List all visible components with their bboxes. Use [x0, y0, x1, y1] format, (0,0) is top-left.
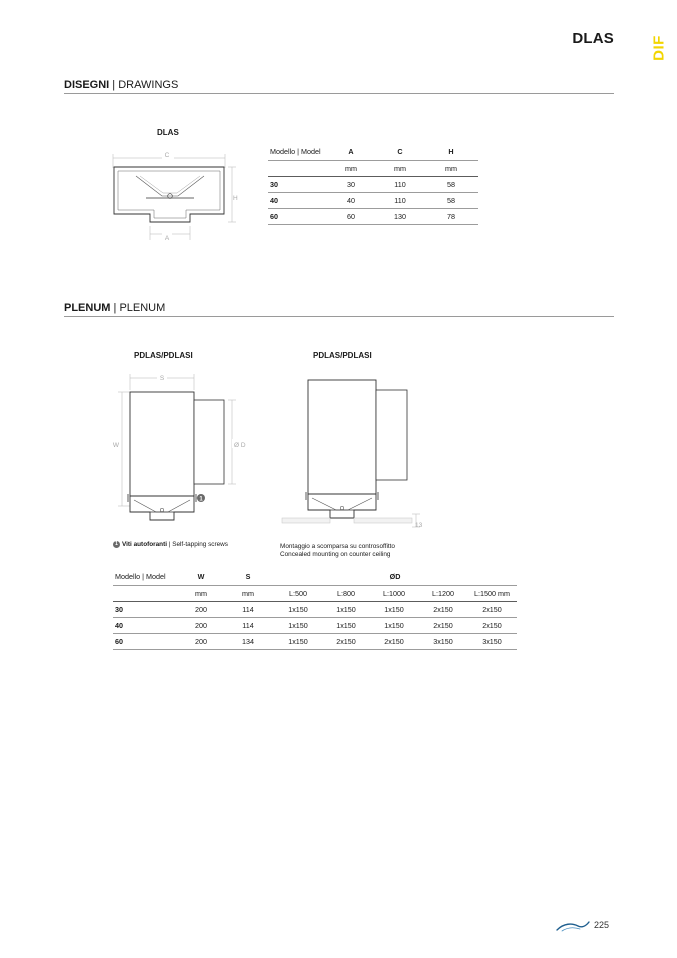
- table-cell: 134: [223, 633, 273, 649]
- dimension-label-a: A: [164, 235, 170, 242]
- dimension-label-h: H: [233, 195, 238, 202]
- table-header-cell: W: [179, 569, 223, 585]
- table-row: [113, 633, 517, 649]
- table-cell: 2x150: [369, 633, 419, 649]
- table-unit-cell: mm: [424, 160, 478, 176]
- table-cell: 3x150: [419, 633, 467, 649]
- table-cell: 1x150: [369, 617, 419, 633]
- figure-label-right: PDLAS/PDLASI: [313, 351, 372, 360]
- table-cell: 40: [326, 192, 376, 208]
- section-heading-plenum: [64, 302, 614, 317]
- table-cell: 200: [179, 601, 223, 617]
- table-cell: 2x150: [419, 617, 467, 633]
- table-cell: 2x150: [419, 601, 467, 617]
- callout-badge: 1: [113, 541, 120, 548]
- table-cell: 60: [326, 208, 376, 224]
- section-title-en: PLENUM: [119, 302, 166, 314]
- table-header-cell: A: [326, 144, 376, 160]
- caption-screws-it: Viti autoforanti: [122, 541, 167, 549]
- caption-mounting: [280, 543, 395, 559]
- page-title: DLAS: [572, 30, 614, 47]
- caption-screws-en: | Self-tapping screws: [166, 541, 228, 549]
- table-header-row: [268, 144, 478, 160]
- dlas-dimensions-table: [268, 144, 478, 225]
- table-cell: 60: [268, 208, 326, 224]
- table-cell: 2x150: [467, 617, 517, 633]
- table-row: [113, 617, 517, 633]
- table-cell: 114: [223, 617, 273, 633]
- dimension-label-d: Ø D: [234, 442, 246, 449]
- table-cell: 1x150: [273, 617, 323, 633]
- table-cell: 60: [113, 633, 179, 649]
- table-cell: 1x150: [323, 601, 369, 617]
- caption-screws: [113, 541, 228, 549]
- table-header-cell: C: [376, 144, 424, 160]
- table-row: [268, 192, 478, 208]
- table-header-row: [113, 569, 517, 585]
- table-cell: [268, 160, 326, 176]
- page-number: 225: [594, 920, 610, 930]
- table-cell: 3x150: [467, 633, 517, 649]
- table-cell: 30: [113, 601, 179, 617]
- side-tab: [651, 33, 667, 63]
- table-cell: 1x150: [369, 601, 419, 617]
- plenum-drawing-right: [278, 372, 428, 532]
- section-separator: |: [110, 302, 120, 314]
- table-cell: L:1000: [369, 585, 419, 601]
- table-unit-cell: mm: [376, 160, 424, 176]
- table-row: [113, 601, 517, 617]
- section-title-it: DISEGNI: [64, 79, 110, 91]
- dimension-label-s: S: [159, 375, 165, 382]
- table-cell: 110: [376, 192, 424, 208]
- table-cell: 1x150: [273, 601, 323, 617]
- table-cell: L:500: [273, 585, 323, 601]
- table-header-cell: H: [424, 144, 478, 160]
- table-cell: 30: [268, 176, 326, 192]
- table-cell: mm: [223, 585, 273, 601]
- dimension-label-w: W: [112, 442, 120, 449]
- table-cell: L:1200: [419, 585, 467, 601]
- table-row: [268, 208, 478, 224]
- table-cell: [113, 585, 179, 601]
- table-cell: 200: [179, 633, 223, 649]
- table-cell: 114: [223, 601, 273, 617]
- table-cell: 1x150: [273, 633, 323, 649]
- section-title-it: PLENUM: [64, 302, 111, 314]
- table-cell: 1x150: [323, 617, 369, 633]
- table-cell: 58: [424, 176, 478, 192]
- table-row: [268, 176, 478, 192]
- figure-label-dlas: DLAS: [157, 128, 179, 137]
- table-cell: 110: [376, 176, 424, 192]
- section-separator: |: [109, 79, 119, 91]
- dimension-label-13: 13: [415, 522, 423, 529]
- callout-number: 1: [199, 496, 203, 503]
- table-cell: 200: [179, 617, 223, 633]
- table-cell: 40: [268, 192, 326, 208]
- figure-label-left: PDLAS/PDLASI: [134, 351, 193, 360]
- table-unit-cell: mm: [326, 160, 376, 176]
- caption-mounting-en: Concealed mounting on counter ceiling: [280, 551, 391, 558]
- plenum-drawing-left: [108, 370, 248, 530]
- section-heading-drawings: [64, 79, 614, 94]
- table-cell: 30: [326, 176, 376, 192]
- caption-mounting-it: Montaggio a scomparsa su controsoffitto: [280, 543, 395, 550]
- section-title-en: DRAWINGS: [118, 79, 179, 91]
- table-cell: L:800: [323, 585, 369, 601]
- table-cell: 130: [376, 208, 424, 224]
- table-cell: 40: [113, 617, 179, 633]
- table-units-row: [268, 160, 478, 176]
- table-cell: 58: [424, 192, 478, 208]
- table-header-cell: S: [223, 569, 273, 585]
- wave-logo-icon: [556, 920, 590, 932]
- table-header-model: Modello | Model: [268, 144, 326, 160]
- table-header-model: Modello | Model: [113, 569, 179, 585]
- table-units-row: [113, 585, 517, 601]
- table-cell: L:1500 mm: [467, 585, 517, 601]
- side-tab-label: DIF: [650, 35, 668, 61]
- table-header-cell: ØD: [273, 569, 517, 585]
- table-cell: 78: [424, 208, 478, 224]
- dimension-label-c: C: [164, 152, 170, 159]
- plenum-dimensions-table: [113, 569, 517, 650]
- table-cell: mm: [179, 585, 223, 601]
- table-cell: 2x150: [323, 633, 369, 649]
- dlas-technical-drawing: [106, 146, 246, 246]
- table-cell: 2x150: [467, 601, 517, 617]
